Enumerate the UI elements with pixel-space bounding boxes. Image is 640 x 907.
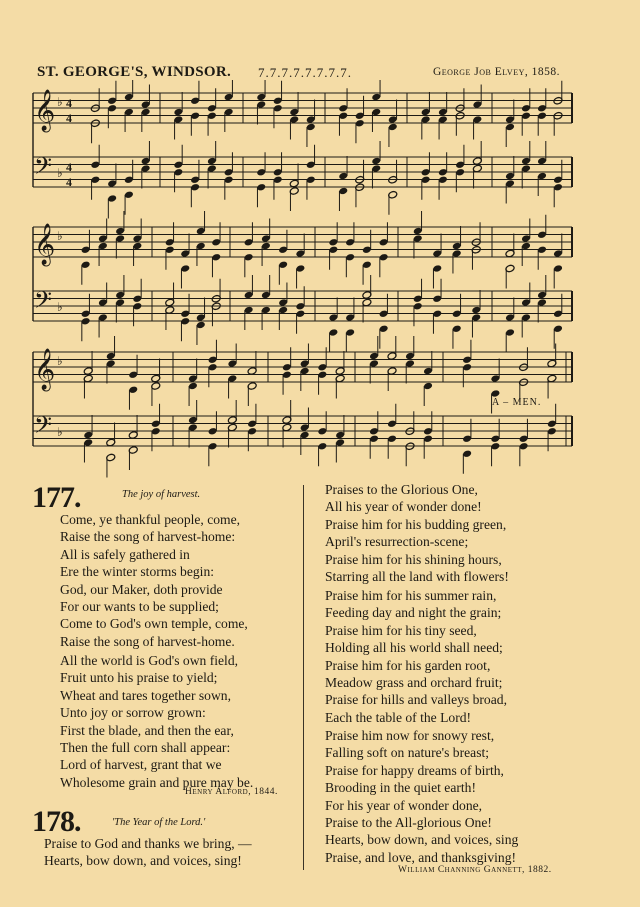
verse-line: Praise to the All-glorious One! <box>325 815 492 831</box>
verse-line: Lord of harvest, grant that we <box>60 757 222 773</box>
bass-clef-icon: 𝄢 <box>34 286 53 319</box>
time-signature: 4 <box>66 160 72 174</box>
hymn-178-number: 178. <box>32 805 81 838</box>
verse-line: Ere the winter storms begin: <box>60 564 215 580</box>
verse-line: First the blade, and then the ear, <box>60 722 234 738</box>
verse-line: Praises to the Glorious One, <box>325 482 478 497</box>
hymn-177-title: The joy of harvest. <box>122 489 201 500</box>
hymn-178-stanza-1 <box>44 835 252 870</box>
verse-line: Hearts, bow down, and voices, sing! <box>44 853 242 869</box>
verse-line: Falling soft on nature's breast; <box>325 745 490 761</box>
verse-line: For our wants to be supplied; <box>60 599 219 615</box>
bass-clef-icon: 𝄢 <box>34 152 53 185</box>
flat-sign-icon: ♭ <box>57 300 63 314</box>
verse-line: All his year of wonder done! <box>325 499 482 515</box>
verse-line: Brooding in the quiet earth! <box>325 780 477 796</box>
hymn-178-title: 'The Year of the Lord.' <box>112 817 206 828</box>
bass-clef-icon: 𝄢 <box>34 411 53 444</box>
verse-line: Holding all his world shall need; <box>325 640 503 656</box>
hymn-177-number: 177. <box>32 481 81 514</box>
verse-line: God, our Maker, doth provide <box>60 581 223 597</box>
music-score <box>0 80 640 480</box>
verse-line: Unto joy or sorrow grown: <box>60 705 206 721</box>
hymn-177-stanza-2 <box>60 652 253 791</box>
verse-line: Then the full corn shall appear: <box>60 740 231 756</box>
tune-composer: George Job Elvey, 1858. <box>432 66 560 78</box>
time-signature: 4 <box>66 96 72 110</box>
verse-line: Feeding day and night the grain; <box>325 605 502 621</box>
time-signature: 4 <box>66 175 72 189</box>
verse-line: Wheat and tares together sown, <box>60 687 231 703</box>
verse-line: Wholesome grain and pure may be. <box>60 774 254 790</box>
hymn-177-author: Henry Alford, 1844. <box>185 787 278 797</box>
verse-line: Praise him for his shining hours, <box>325 551 502 567</box>
flat-sign-icon: ♭ <box>57 166 63 180</box>
column-divider <box>303 485 304 870</box>
verse-line: All is safely gathered in <box>60 546 190 562</box>
verse-line: Hearts, bow down, and voices, sing <box>325 832 519 848</box>
hymn-178-author: William Channing Gannett, 1882. <box>398 865 552 875</box>
hymn-177-stanza-1 <box>60 511 248 650</box>
treble-clef-icon: 𝄞 <box>34 224 56 265</box>
verse-line: Praise to God and thanks we bring, — <box>44 836 252 851</box>
verse-line: For his year of wonder done, <box>325 797 483 813</box>
verse-line: All the world is God's own field, <box>60 653 239 668</box>
hymn-178-stanza-2 <box>325 481 509 585</box>
treble-clef-icon: 𝄞 <box>34 349 56 390</box>
time-signature: 4 <box>66 111 72 125</box>
verse-line: Praise him for his budding green, <box>325 516 507 532</box>
verse-line: Praise for happy dreams of birth, <box>325 762 504 778</box>
flat-sign-icon: ♭ <box>57 354 63 368</box>
verse-line: Praise him for his summer rain, <box>325 588 497 603</box>
verse-line: Come to God's own temple, come, <box>60 616 248 632</box>
hymn-178-stanza-3 <box>325 587 507 726</box>
verse-line: Starring all the land with flowers! <box>325 569 509 585</box>
treble-clef-icon: 𝄞 <box>34 90 56 131</box>
flat-sign-icon: ♭ <box>57 229 63 243</box>
verse-line: Praise him now for snowy rest, <box>325 728 495 743</box>
verse-line: Praise him for his garden root, <box>325 657 491 673</box>
verse-line: Raise the song of harvest-home. <box>60 633 235 649</box>
hymn-178-stanza-4 <box>325 727 518 866</box>
flat-sign-icon: ♭ <box>57 425 63 439</box>
verse-line: Praise, and love, and thanksgiving! <box>325 849 517 865</box>
verse-line: Meadow grass and orchard fruit; <box>325 675 503 691</box>
amen-label: A – MEN. <box>492 397 542 408</box>
verse-line: Praise him for his tiny seed, <box>325 622 477 638</box>
verse-line: Come, ye thankful people, come, <box>60 512 241 527</box>
verse-line: Each the table of the Lord! <box>325 709 472 725</box>
verse-line: Fruit unto his praise to yield; <box>60 670 218 686</box>
verse-line: April's resurrection-scene; <box>325 534 469 550</box>
tune-meter: 7.7.7.7.7.7.7.7. <box>258 65 352 80</box>
verse-line: Raise the song of harvest-home: <box>60 529 236 545</box>
tune-title: ST. GEORGE'S, WINDSOR. <box>37 64 232 80</box>
flat-sign-icon: ♭ <box>57 95 63 109</box>
verse-line: Praise for hills and valleys broad, <box>325 692 507 708</box>
